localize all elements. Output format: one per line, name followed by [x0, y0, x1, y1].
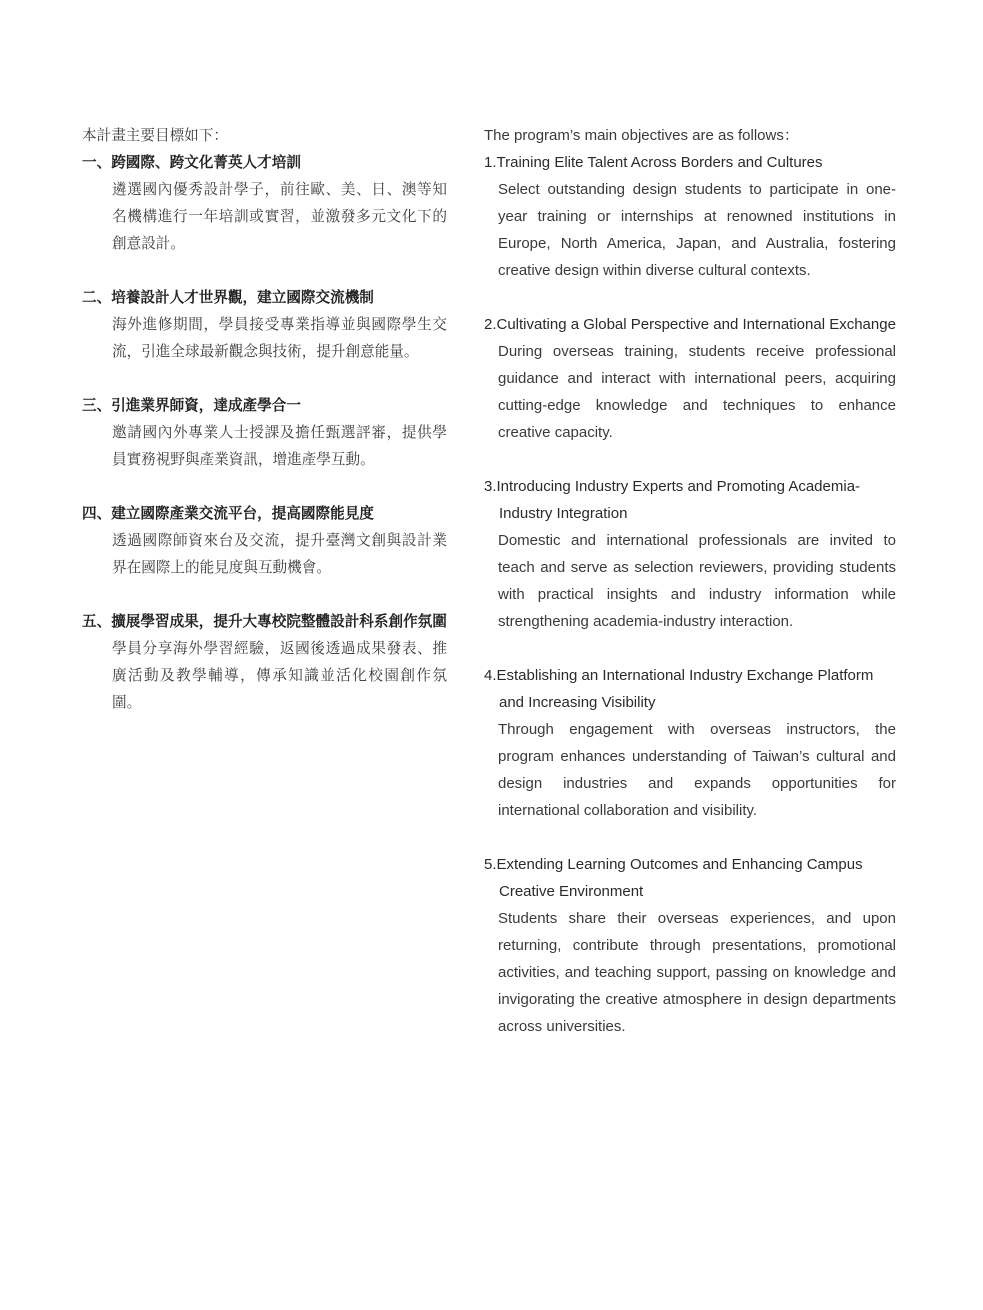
zh-objective-title: 五、擴展學習成果，提升大專校院整體設計科系創作氛圍 [82, 613, 447, 630]
zh-objective-title: 四、建立國際產業交流平台，提高國際能見度 [82, 505, 374, 522]
en-objective-2 [484, 311, 896, 446]
en-objective-title: 2.Cultivating a Global Perspective and International Exchange [484, 316, 896, 333]
zh-objective-3 [82, 392, 447, 473]
en-objective-1 [484, 149, 896, 284]
zh-objective-2 [82, 284, 447, 365]
zh-objective-1 [82, 149, 447, 257]
en-objective-body: Domestic and international professionals are invited to teach and serve as selection reviewers, providing students with practical insights and industry information while strengthening academia-industry interaction. [498, 532, 896, 630]
zh-objective-5 [82, 608, 447, 716]
zh-objective-title: 二、培養設計人才世界觀，建立國際交流機制 [82, 289, 374, 306]
zh-objective-title: 三、引進業界師資，達成產學合一 [82, 397, 301, 414]
en-objective-3 [484, 473, 896, 635]
chinese-column [82, 122, 447, 743]
zh-objective-body: 學員分享海外學習經驗，返國後透過成果發表、推廣活動及教學輔導，傳承知識並活化校園創作氛圍。 [112, 640, 447, 711]
zh-objective-4 [82, 500, 447, 581]
en-objective-title: 1.Training Elite Talent Across Borders and Cultures [484, 154, 823, 171]
en-objective-title: 3.Introducing Industry Experts and Promoting Academia-Industry Integration [484, 478, 861, 522]
en-objective-body: During overseas training, students receive professional guidance and interact with international peers, acquiring cutting-edge knowledge and techniques to enhance creative capacity. [498, 343, 896, 441]
zh-objective-body: 邀請國內外專業人士授課及擔任甄選評審，提供學員實務視野與產業資訊，增進產學互動。 [112, 424, 447, 468]
zh-objective-title: 一、跨國際、跨文化菁英人才培訓 [82, 154, 301, 171]
zh-objective-body: 遴選國內優秀設計學子，前往歐、美、日、澳等知名機構進行一年培訓或實習，並激發多元文化下的創意設計。 [112, 181, 447, 252]
zh-objective-body: 海外進修期間，學員接受專業指導並與國際學生交流，引進全球最新觀念與技術，提升創意能量。 [112, 316, 447, 360]
zh-intro: 本計畫主要目標如下： [82, 127, 228, 144]
en-objective-body: Through engagement with overseas instructors, the program enhances understanding of Taiwan’s cultural and design industries and expands opportunities for international collaboration and visibility. [498, 721, 896, 819]
en-objective-title: 4.Establishing an International Industry Exchange Platform and Increasing Visibility [484, 667, 874, 711]
en-objective-title: 5.Extending Learning Outcomes and Enhancing Campus Creative Environment [484, 856, 863, 900]
en-objective-4 [484, 662, 896, 824]
en-intro: The program’s main objectives are as follows： [484, 127, 799, 144]
english-column [484, 122, 896, 1067]
en-objective-5 [484, 851, 896, 1040]
zh-objective-body: 透過國際師資來台及交流，提升臺灣文創與設計業界在國際上的能見度與互動機會。 [112, 532, 447, 576]
en-objective-body: Select outstanding design students to participate in one-year training or internships at renowned institutions in Europe, North America, Japan, and Australia, fostering creative design within diverse cultural contexts. [498, 181, 896, 279]
en-objective-body: Students share their overseas experiences, and upon returning, contribute through presentations, promotional activities, and teaching support, passing on knowledge and invigorating the creative atmosphere in design departments across universities. [498, 910, 896, 1035]
